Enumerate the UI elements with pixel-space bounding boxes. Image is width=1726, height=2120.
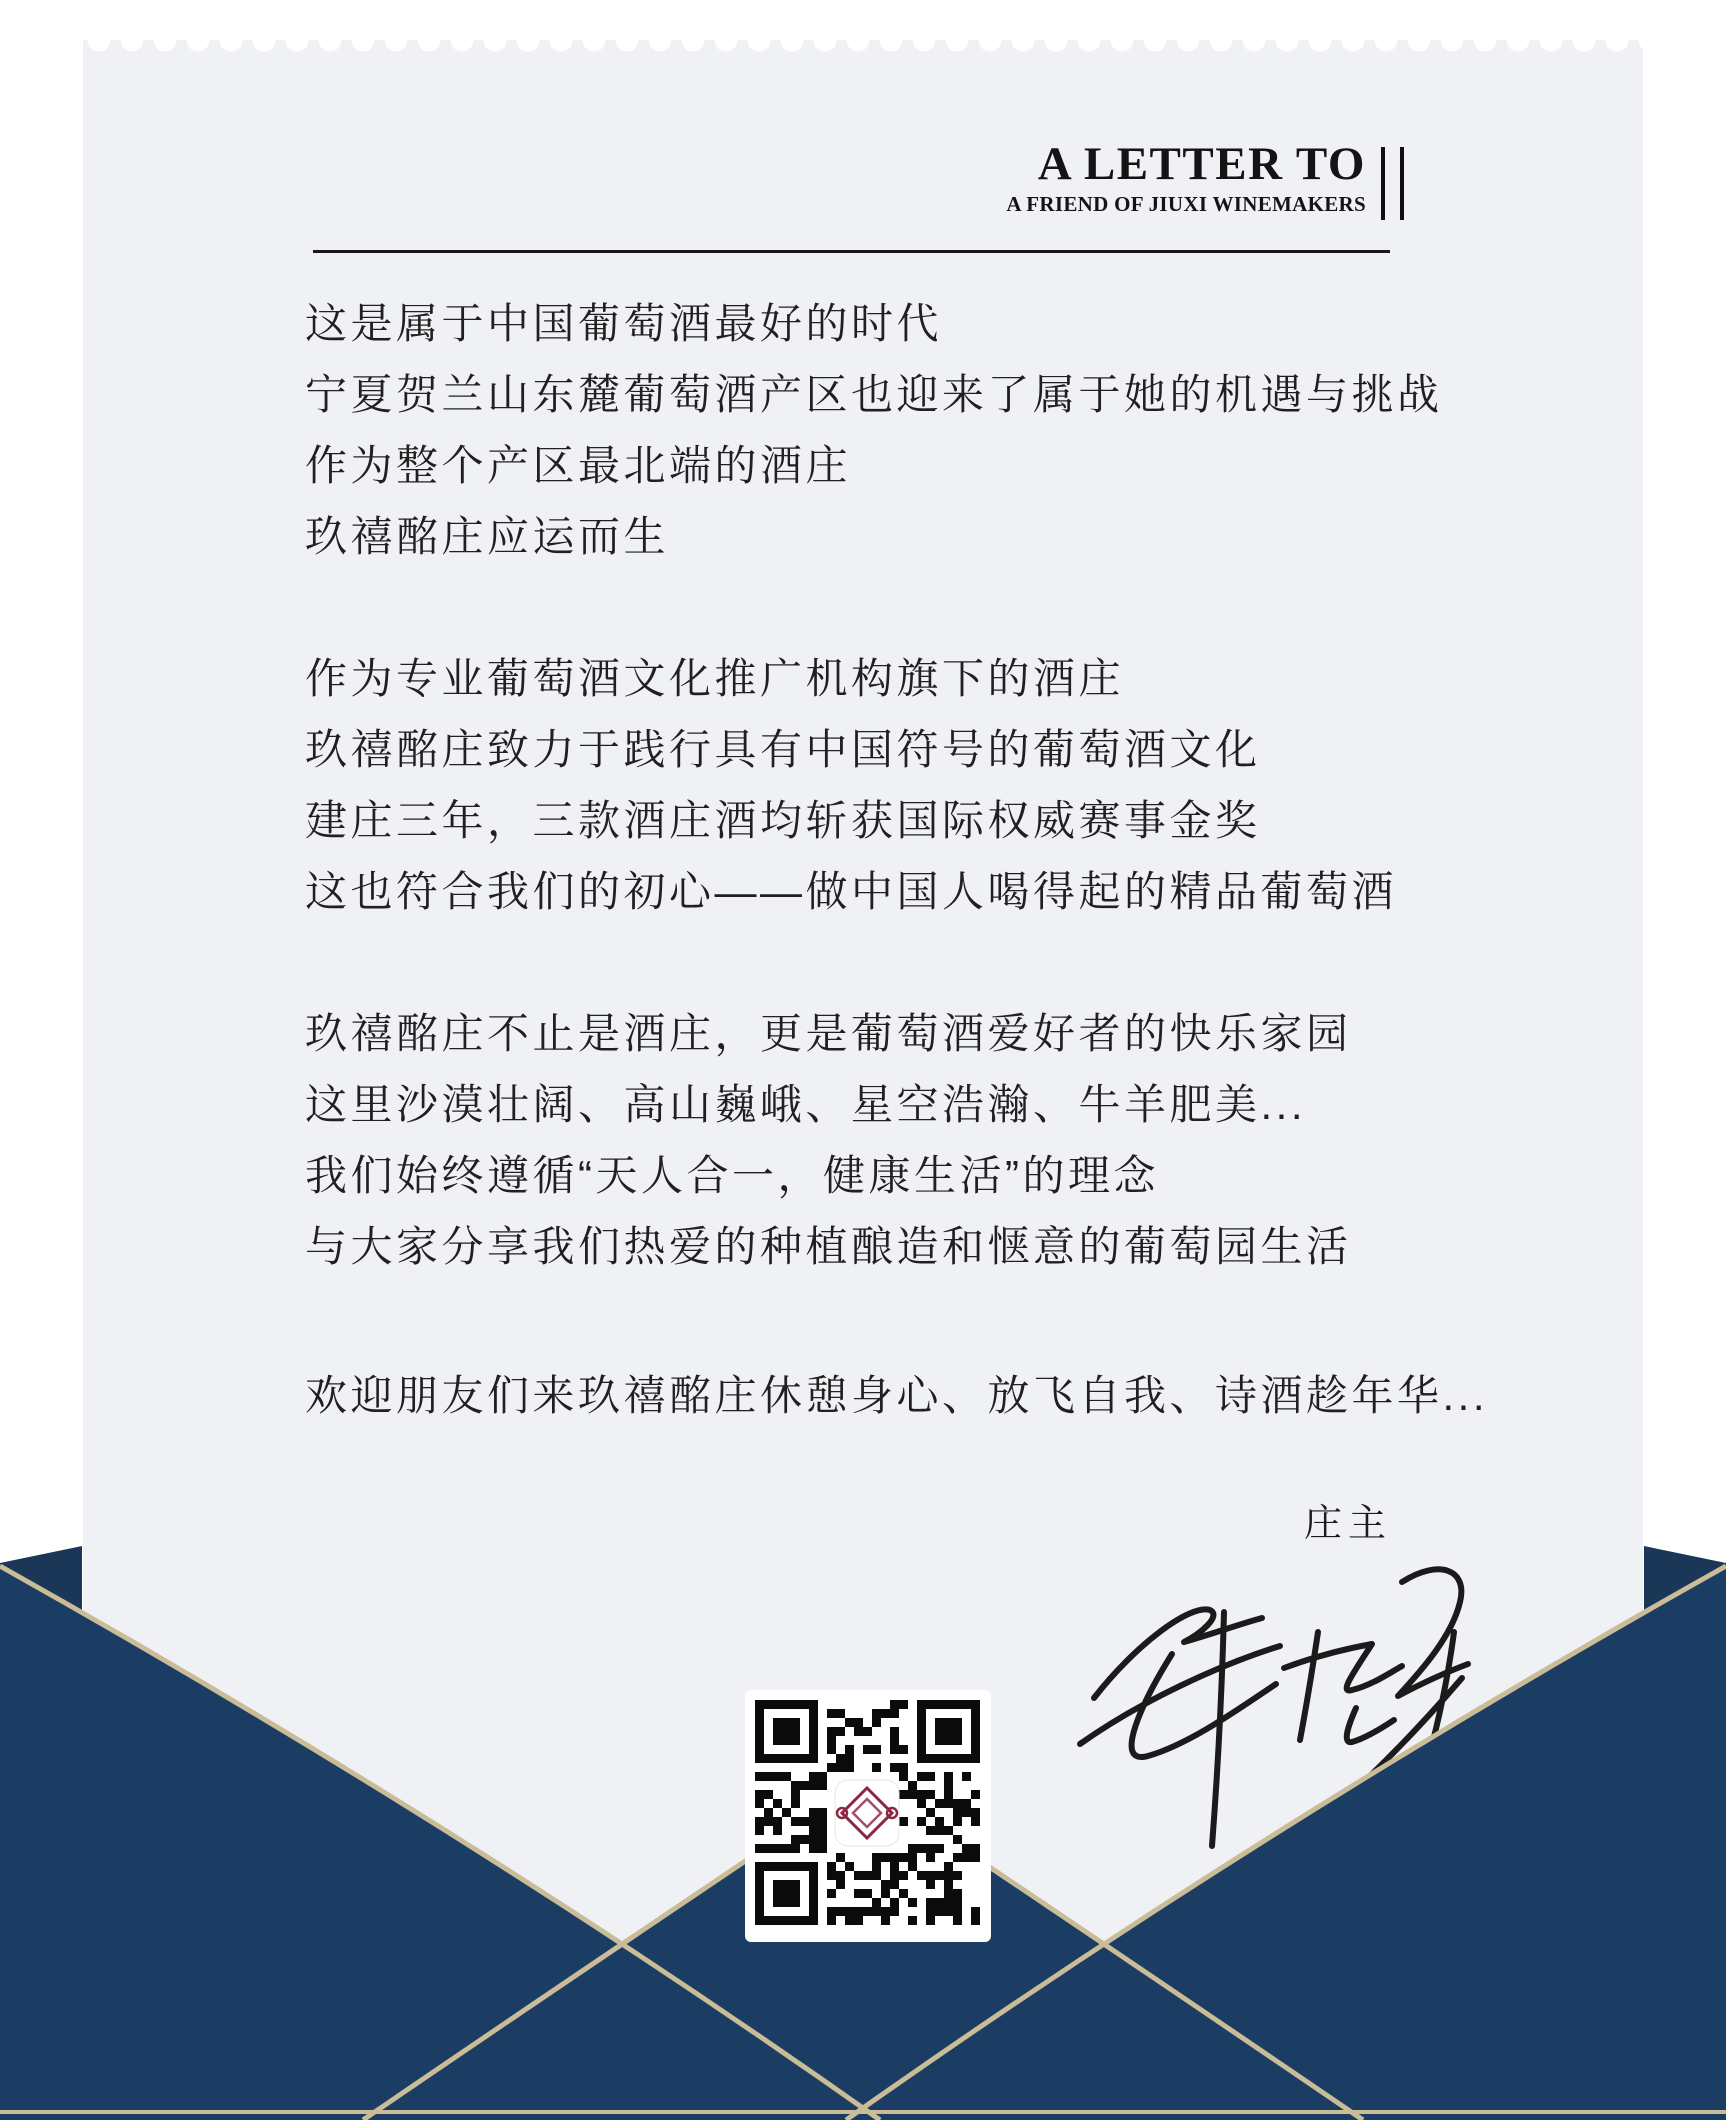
paragraph-line: 作为专业葡萄酒文化推广机构旗下的酒庄 bbox=[305, 655, 1125, 702]
paragraph-line: 玖禧酩庄致力于践行具有中国符号的葡萄酒文化 bbox=[305, 726, 1261, 773]
paragraph-line: 这里沙漠壮阔、高山巍峨、星空浩瀚、牛羊肥美... bbox=[305, 1081, 1307, 1128]
paragraph-line: 玖禧酩庄不止是酒庄，更是葡萄酒爱好者的快乐家园 bbox=[305, 1010, 1352, 1057]
paragraph-line: 这是属于中国葡萄酒最好的时代 bbox=[305, 300, 943, 347]
paragraph-line: 这也符合我们的初心——做中国人喝得起的精品葡萄酒 bbox=[305, 868, 1398, 915]
wechat-qr-card[interactable] bbox=[745, 1690, 991, 1942]
paragraph-line: 我们始终遵循“天人合一，健康生活”的理念 bbox=[305, 1152, 1159, 1199]
paragraph-line: 建庄三年，三款酒庄酒均斩获国际权威赛事金奖 bbox=[305, 797, 1261, 844]
paragraph-line: 欢迎朋友们来玖禧酩庄休憩身心、放飞自我、诗酒趁年华... bbox=[305, 1372, 1489, 1419]
paragraph-line: 宁夏贺兰山东麓葡萄酒产区也迎来了属于她的机遇与挑战 bbox=[305, 371, 1443, 418]
paragraph-line: 与大家分享我们热爱的种植酿造和惬意的葡萄园生活 bbox=[305, 1223, 1352, 1270]
letter-title: A LETTER TO bbox=[1037, 138, 1366, 190]
signoff-role: 庄主 bbox=[1304, 1503, 1393, 1545]
paragraph-line: 玖禧酩庄应运而生 bbox=[305, 513, 670, 560]
winery-logo-icon bbox=[835, 1780, 899, 1846]
envelope-bottom-edge bbox=[0, 2110, 1726, 2114]
letter-subtitle: A FRIEND OF JIUXI WINEMAKERS bbox=[1006, 192, 1366, 216]
qr-code bbox=[755, 1700, 980, 1925]
paragraph-line: 作为整个产区最北端的酒庄 bbox=[305, 442, 852, 489]
